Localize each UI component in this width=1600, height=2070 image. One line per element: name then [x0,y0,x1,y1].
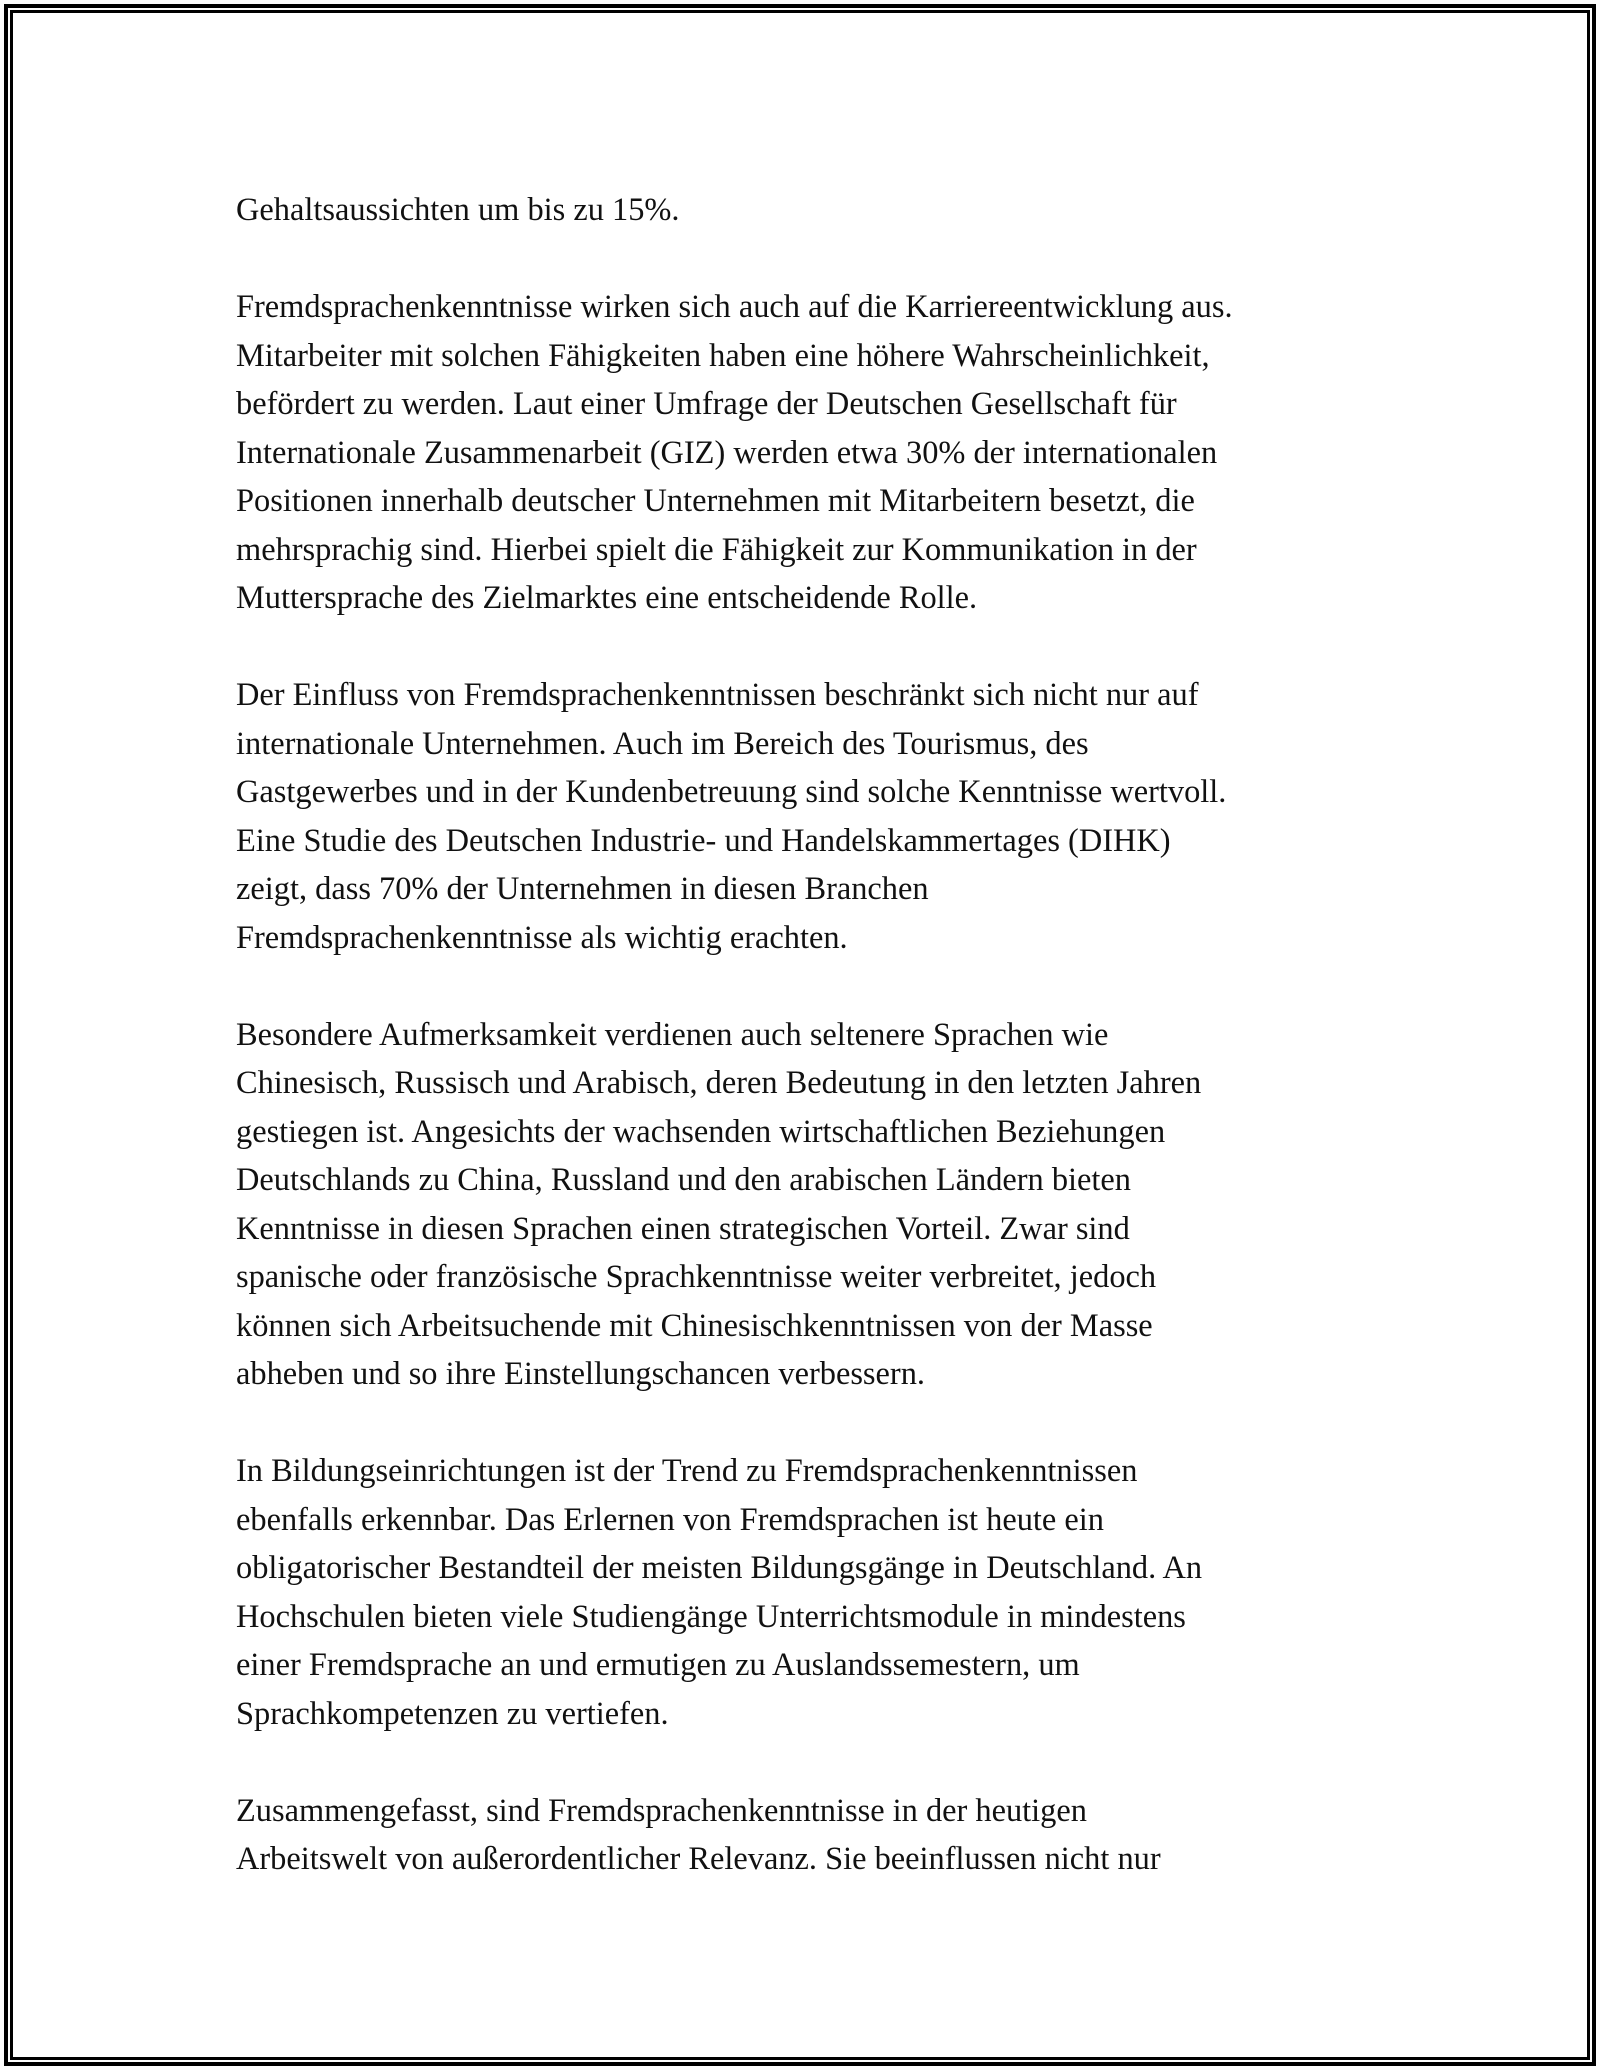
text-line: Besondere Aufmerksamkeit verdienen auch seltenere Sprachen wie [236,1016,1109,1053]
paragraph-1 [236,186,1416,235]
text-line: obligatorischer Bestandteil der meisten Bildungsgänge in Deutschland. An [236,1550,1203,1586]
text-line: spanische oder französische Sprachkenntnisse weiter verbreitet, jedoch [236,1259,1157,1295]
text-line: Zusammengefasst, sind Fremdsprachenkenntnisse in der heutigen [236,1792,1087,1829]
text-line: Muttersprache des Zielmarktes eine entscheidende Rolle. [236,580,978,616]
text-line: Fremdsprachenkenntnisse als wichtig erachten. [236,919,848,956]
text-line: In Bildungseinrichtungen ist der Trend zu Fremdsprachenkenntnissen [236,1453,1138,1489]
text-line: gestiegen ist. Angesichts der wachsenden wirtschaftlichen Beziehungen [236,1113,1166,1150]
text-line: Fremdsprachenkenntnisse wirken sich auch auf die Karriereentwicklung aus. [236,289,1233,325]
text-line: internationale Unternehmen. Auch im Bereich des Tourismus, des [236,725,1089,762]
text-line: Sprachkompetenzen zu vertiefen. [236,1695,669,1732]
text-line: abheben und so ihre Einstellungschancen verbessern. [236,1356,925,1392]
text-line: Der Einfluss von Fremdsprachenkenntnissen beschränkt sich nicht nur auf [236,677,1199,713]
text-line: Gehaltsaussichten um bis zu 15%. [236,192,680,228]
text-line: Eine Studie des Deutschen Industrie- und Handelskammertages (DIHK) [236,822,1171,859]
text-line: befördert zu werden. Laut einer Umfrage der Deutschen Gesellschaft für [236,386,1177,422]
text-line: Kenntnisse in diesen Sprachen einen strategischen Vorteil. Zwar sind [236,1210,1130,1247]
text-line: einer Fremdsprache an und ermutigen zu Auslandssemestern, um [236,1647,1080,1683]
text-line: Gastgewerbes und in der Kundenbetreuung sind solche Kenntnisse wertvoll. [236,774,1227,810]
text-line: können sich Arbeitsuchende mit Chinesischkenntnissen von der Masse [236,1307,1153,1344]
text-line: Arbeitswelt von außerordentlicher Relevanz. Sie beeinflussen nicht nur [236,1841,1161,1877]
text-line: zeigt, dass 70% der Unternehmen in diesen Branchen [236,871,929,907]
document-body [236,186,1416,1932]
text-line: mehrsprachig sind. Hierbei spielt die Fähigkeit zur Kommunikation in der [236,531,1197,568]
text-line: Positionen innerhalb deutscher Unternehmen mit Mitarbeitern besetzt, die [236,483,1195,519]
text-line: Chinesisch, Russisch und Arabisch, deren Bedeutung in den letzten Jahren [236,1065,1202,1101]
paragraph-2 [236,283,1416,623]
paragraph-4 [236,1011,1416,1399]
text-line: Hochschulen bieten viele Studiengänge Unterrichtsmodule in mindestens [236,1598,1186,1635]
text-line: Mitarbeiter mit solchen Fähigkeiten haben eine höhere Wahrscheinlichkeit, [236,337,1210,374]
text-line: Deutschlands zu China, Russland und den arabischen Ländern bieten [236,1162,1131,1198]
text-line: ebenfalls erkennbar. Das Erlernen von Fremdsprachen ist heute ein [236,1501,1104,1538]
paragraph-5 [236,1447,1416,1738]
paragraph-6 [236,1787,1416,1884]
paragraph-3 [236,671,1416,962]
text-line: Internationale Zusammenarbeit (GIZ) werden etwa 30% der internationalen [236,434,1218,471]
